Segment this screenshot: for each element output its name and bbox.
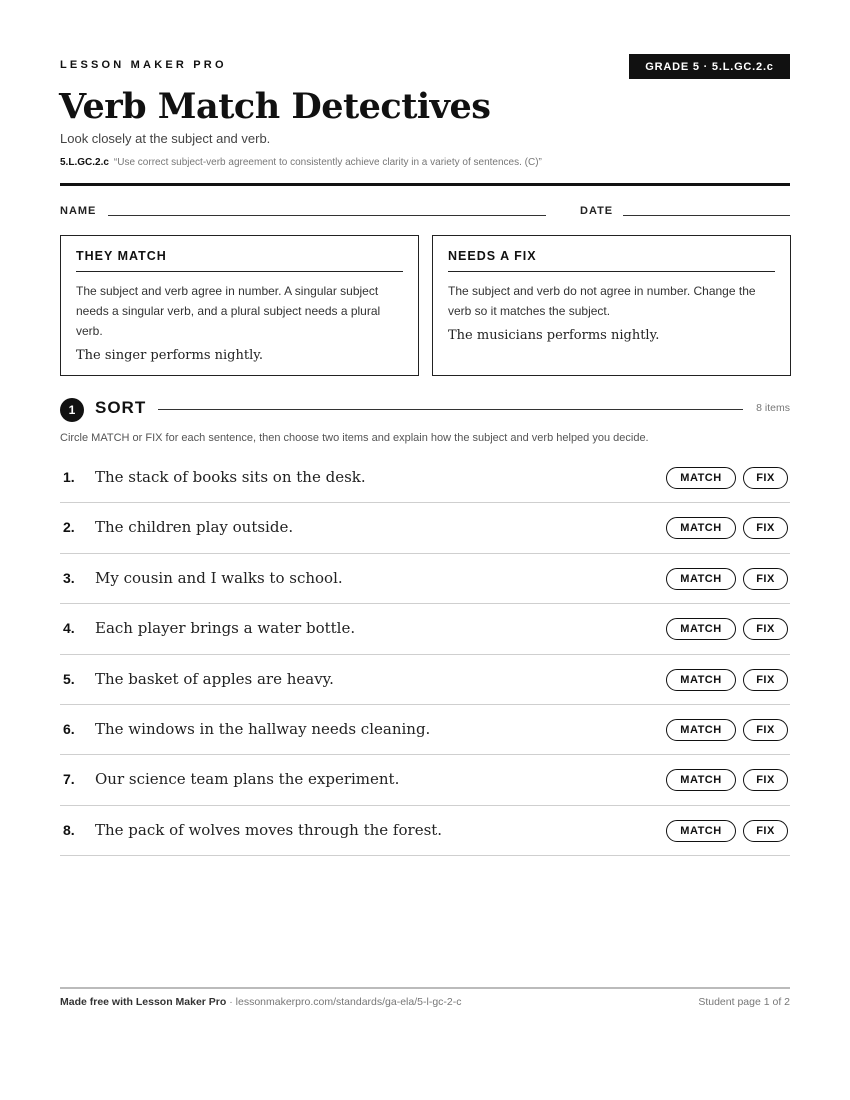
fix-option[interactable]: FIX — [743, 769, 788, 791]
grade-badge: GRADE 5 · 5.L.GC.2.c — [629, 54, 790, 79]
footer-divider — [60, 987, 790, 989]
list-item — [60, 755, 790, 805]
item-sentence: The children play outside. — [95, 518, 294, 537]
fix-option[interactable]: FIX — [743, 568, 788, 590]
section-divider — [158, 409, 743, 410]
match-option[interactable]: MATCH — [666, 467, 736, 489]
item-number: 6. — [63, 720, 75, 737]
fix-option[interactable]: FIX — [743, 467, 788, 489]
item-sentence: The windows in the hallway needs cleaning. — [95, 719, 431, 738]
match-option[interactable]: MATCH — [666, 820, 736, 842]
footer-url[interactable]: · lessonmakerpro.com/standards/ga-ela/5-l-gc-2-c — [226, 996, 462, 1008]
fix-option[interactable]: FIX — [743, 820, 788, 842]
needs-fix-description: The subject and verb do not agree in number. Change the verb so it matches the subject. — [448, 284, 756, 318]
section-item-count: 8 items — [756, 402, 790, 414]
they-match-example: The singer performs nightly. — [76, 348, 264, 363]
date-field[interactable] — [623, 215, 790, 216]
footer-page-number: Student page 1 of 2 — [698, 996, 790, 1008]
match-option[interactable]: MATCH — [666, 719, 736, 741]
list-item — [60, 604, 790, 654]
standard-code: 5.L.GC.2.c — [60, 157, 109, 168]
needs-fix-heading: NEEDS A FIX — [448, 249, 775, 272]
list-item — [60, 705, 790, 755]
item-number: 5. — [63, 670, 75, 687]
name-label: NAME — [60, 205, 97, 217]
match-option[interactable]: MATCH — [666, 517, 736, 539]
item-sentence: My cousin and I walks to school. — [95, 568, 343, 587]
fix-option[interactable]: FIX — [743, 618, 788, 640]
item-number: 1. — [63, 469, 75, 485]
item-sentence: The stack of books sits on the desk. — [95, 468, 366, 486]
match-option[interactable]: MATCH — [666, 669, 736, 691]
list-item — [60, 554, 790, 604]
page-subtitle: Look closely at the subject and verb. — [60, 131, 271, 146]
date-label: DATE — [580, 205, 614, 217]
section-number-badge: 1 — [60, 398, 84, 422]
item-sentence: Our science team plans the experiment. — [95, 770, 400, 789]
item-number: 4. — [63, 620, 75, 637]
brand-name: LESSON MAKER PRO — [60, 59, 227, 71]
list-item — [60, 806, 790, 856]
needs-fix-box — [432, 235, 791, 376]
standard-text: “Use correct subject-verb agreement to consistently achieve clarity in a variety of sentences. (C)” — [113, 157, 542, 168]
standard-line — [60, 157, 542, 168]
item-sentence: The pack of wolves moves through the forest. — [95, 820, 443, 839]
sentence-list — [60, 453, 790, 856]
item-sentence: The basket of apples are heavy. — [95, 669, 334, 688]
item-number: 2. — [63, 519, 75, 536]
they-match-box — [60, 235, 419, 376]
fix-option[interactable]: FIX — [743, 669, 788, 691]
item-number: 3. — [63, 569, 75, 586]
needs-fix-example: The musicians performs nightly. — [448, 328, 660, 343]
name-field[interactable] — [108, 215, 546, 216]
footer-credit — [60, 996, 462, 1008]
they-match-heading: THEY MATCH — [76, 249, 403, 272]
section-instructions: Circle MATCH or FIX for each sentence, then choose two items and explain how the subject and verb helped you decide. — [60, 432, 649, 444]
fix-option[interactable]: FIX — [743, 719, 788, 741]
list-item — [60, 503, 790, 553]
item-number: 7. — [63, 771, 75, 788]
list-item — [60, 655, 790, 705]
footer-made-with: Made free with Lesson Maker Pro — [60, 996, 227, 1008]
page-title: Verb Match Detectives — [59, 86, 491, 127]
item-number: 8. — [63, 821, 75, 838]
they-match-description: The subject and verb agree in number. A singular subject needs a singular verb, and a plural subject needs a plural verb. — [76, 284, 381, 338]
fix-option[interactable]: FIX — [743, 517, 788, 539]
match-option[interactable]: MATCH — [666, 618, 736, 640]
list-item — [60, 453, 790, 503]
section-title: SORT — [95, 398, 147, 417]
match-option[interactable]: MATCH — [666, 568, 736, 590]
item-sentence: Each player brings a water bottle. — [95, 619, 356, 638]
header-divider — [60, 183, 790, 186]
match-option[interactable]: MATCH — [666, 769, 736, 791]
